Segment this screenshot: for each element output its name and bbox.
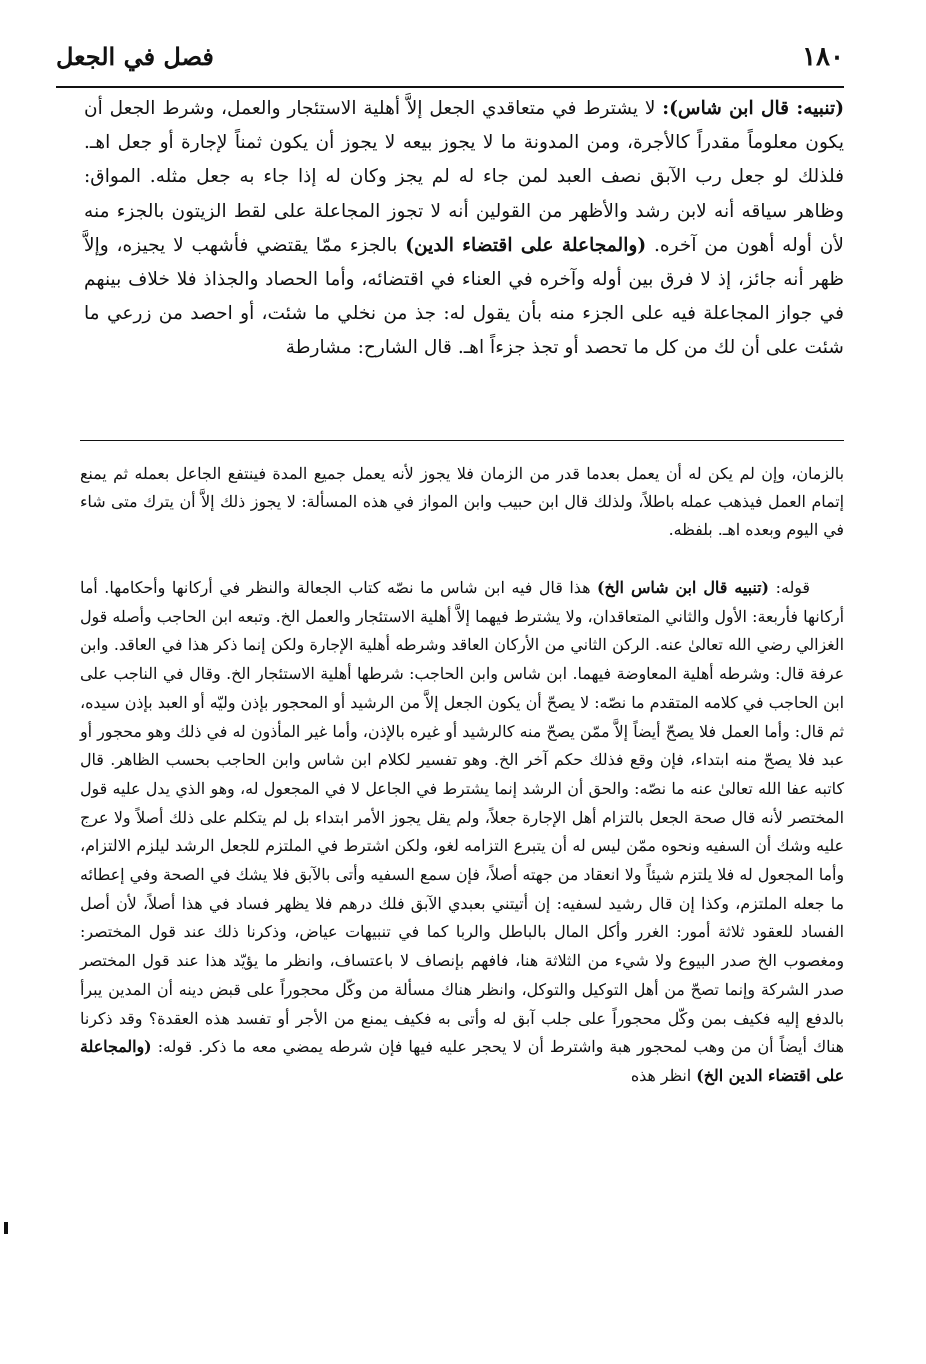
footnote-rule: [80, 440, 844, 441]
commentary-paragraph: [80, 574, 844, 1091]
header-rule: [56, 86, 844, 88]
page-number: ١٨٠: [802, 42, 844, 72]
scan-mark: [4, 1222, 8, 1234]
commentary-intro: قوله:: [775, 578, 810, 597]
footnote-text: بالزمان، وإن لم يكن له أن يعمل بعدما قدر من الزمان فلا يجوز لأنه يعمل جميع المدة فينتفع الجاعل بعمله ثم يمنع إتمام العمل فيذهب عمله باطلاً، ولذلك قال ابن حبيب وابن المواز في هذه المسألة: لا يجوز ذلك إلاَّ أن يترك متى شاء في اليوم وبعده اهـ. بلفظه.: [80, 464, 844, 539]
main-text-part2: بالجزء ممّا يقتضي فأشهب لا يجيزه، وإلاَّ ظهر أنه جائز، إذ لا فرق بين أوله وآخره في العناء في اقتضائه، وأما الحصاد والجذاذ فلا خلاف بينهم في جواز المجاعلة فيه على الجزء منه بأن يقول له: جذ من نخلي ما شئت، أو احصد من زرعي ما شئت على أن لك من كل ما تحصد أو تجذ جزءاً اهـ. قال الشارح: مشارطة: [84, 234, 844, 359]
commentary-label-2: (والمجاعلة على اقتضاء الدين الخ): [80, 1037, 844, 1085]
main-text: [84, 92, 844, 366]
mujaala-label: (والمجاعلة على اقتضاء الدين): [405, 234, 647, 256]
commentary-body-1: هذا قال فيه ابن شاس ما نصّه كتاب الجعالة والنظر في أركانها وأحكامها. أما أركانها فأربعة: الأول والثاني المتعاقدان، ولا يشترط فيهما إلاَّ أهلية الاستئجار والعمل الخ. وتبعه ابن الحاجب وأصله قول الغزالي رضي الله تعالىٰ عنه. الركن الثاني من الأركان العاقد وشرطه أهلية الإجارة ولكن إنما ذكر هذا في العاقد. وابن عرفة قال: وشرطه أهلية المعاوضة فيهما. ابن شاس وابن الحاجب: شرطها أهلية الاستئجار الخ. وقال في الناجب على ابن الحاجب في كلامه المتقدم ما نصّه: لا يصحّ أن يكون الجعل إلاَّ من الرشيد أو المحجور بإذن وليّه أو العبد بإذن سيده، ثم قال: وأما العمل فلا يصحّ أيضاً إلاَّ ممّن يصحّ منه كالرشيد أو غيره بالإذن، وأما غير المأذون له في ذلك وهو محجور أو عبد فلا يصحّ منه ابتداء، فإن وقع فذلك حكم آخر الخ. وهو تفسير لكلام ابن شاس وابن الحاجب بحسب الظاهر. قال كاتبه عفا الله تعالىٰ عنه ما نصّه: والحق أن الرشد إنما يشترط في الجاعل لا في المجعول له، وهو الذي يدل عليه قول المختصر لأنه قال صحة الجعل بالتزام أهل الإجارة جعلاً، ولم يقل يجوز الأمر ابتداء بل لم يتكلم على ذلك أصلاً ولا عرج عليه وشك أن السفيه ونحوه ممّن ليس له أن يتبرع التزامه لغو، ولكن اشترط في الملتزم للجعل الرشد ليلزم الالتزام، وأما المجعول له فلا يلتزم شيئاً ولا انعقاد من جهته أصلاً، فإن سمع السفيه وأتى بالآبق فلا يشك في الصحة وفي إعطائه ما جعله الملتزم، وكذا إن قال رشيد لسفيه: إن أتيتني بعبدي الآبق فلك درهم فلا يظهر فساد في هذا أصلاً، لأن أصل الفساد للعقود ثلاثة أمور: الغرر وأكل المال بالباطل والربا كما في تنبيهات عياض، وذكرنا ذلك عند قول المختصر: ومغصوب الخ صدر البيوع ولا شيء من الثلاثة هنا، فافهم بإنصاف لا باعتساف، وانظر ما يؤيّد هذا عند قول المختصر صدر الشركة وإنما تصحّ من أهل التوكيل والتوكل، وانظر هناك مسألة من وكّل محجوراً على قبض دينه أن المدين يبرأ بالدفع إليه فكيف بمن وكّل محجوراً على جلب آبق له وأتى به فكيف يمنع من الأجر أو تفسد هذه العقدة؟ وقد ذكرنا هناك أيضاً أن من وهب لمحجور هبة واشترط أن لا يحجر عليه فيها فإن شرطه يمضي معه ما ذكر. قوله:: [80, 578, 844, 1057]
main-text-part1: لا يشترط في متعاقدي الجعل إلاَّ أهلية الاستئجار والعمل، وشرط الجعل أن يكون معلوماً مقدراً كالأجرة، ومن المدونة ما لا يجوز بيعه لا يجوز أن يكون ثمناً لإجارة أو جعل اهـ. فلذلك لو جعل رب الآبق نصف العبد لمن جاء له لم يجز وكان له إذا جاء به جعل مثله. المواق: وظاهر سياقه أنه لابن رشد والأظهر من القولين أنه لا تجوز المجاعلة على لقط الزيتون بالجزء منه لأن أوله أهون من آخره.: [84, 98, 844, 256]
commentary-body-2: انظر هذه: [630, 1065, 692, 1085]
main-paragraph: [84, 92, 844, 366]
commentary-label-1: (تنبيه قال ابن شاس الخ): [597, 578, 770, 597]
commentary: [80, 574, 844, 1091]
chapter-title: فصل في الجعل: [56, 42, 214, 71]
tanbih-label: (تنبيه: قال ابن شاس):: [662, 98, 844, 119]
running-header: [56, 40, 844, 80]
footnote: [80, 460, 844, 544]
